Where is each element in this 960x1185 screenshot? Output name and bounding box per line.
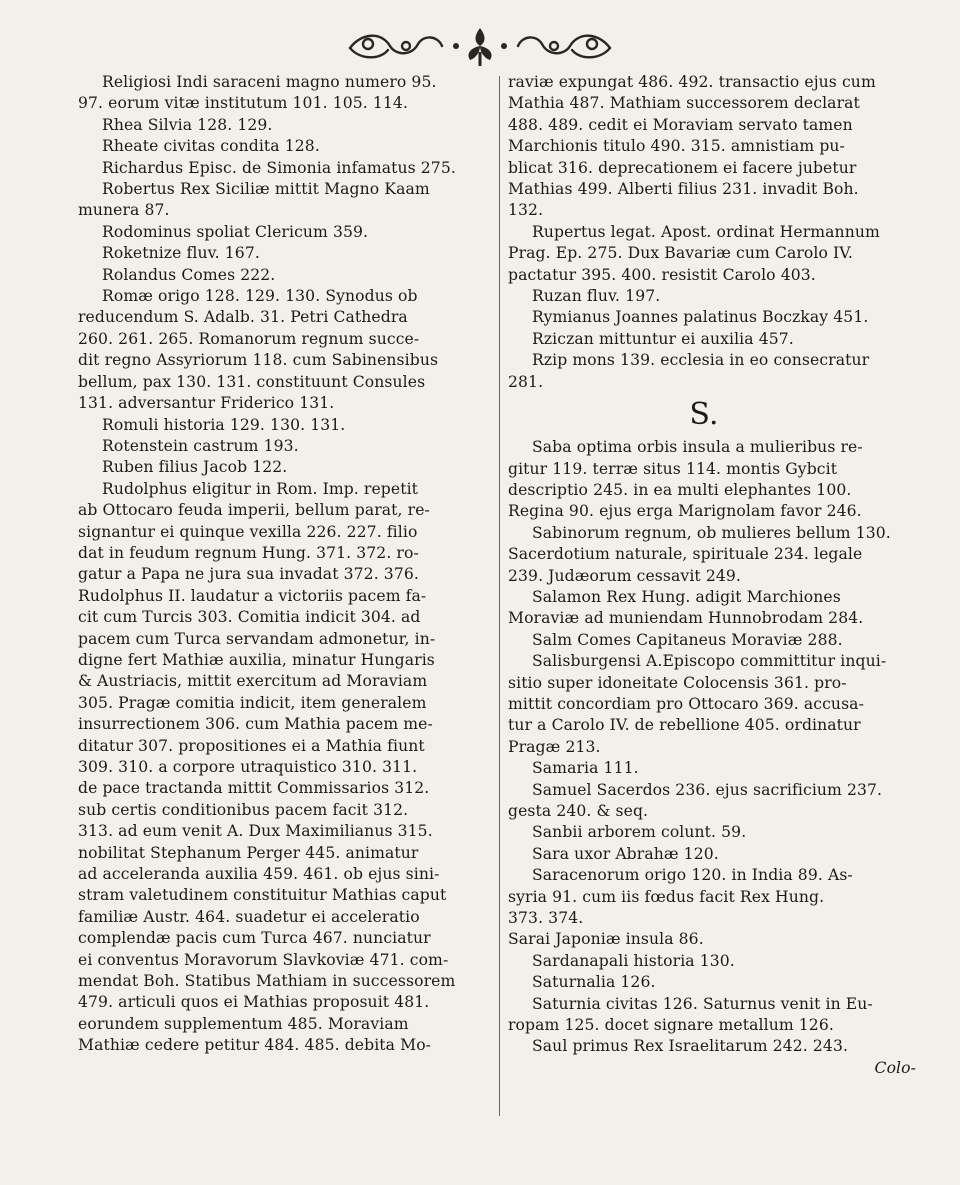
index-line: munera 87. — [78, 201, 170, 220]
index-line: Regina 90. ejus erga Marignolam favor 246. — [508, 502, 862, 521]
index-line: Richardus Episc. de Simonia infamatus 275. — [102, 158, 456, 177]
index-line: Ruzan fluv. 197. — [532, 287, 661, 306]
index-line: Saul primus Rex Israelitarum 242. 243. — [532, 1037, 849, 1056]
index-line: dit regno Assyriorum 118. cum Sabinensibus — [78, 351, 439, 370]
index-line: 260. 261. 265. Romanorum regnum succe- — [78, 329, 420, 348]
index-line: Sabinorum regnum, ob mulieres bellum 130. — [532, 523, 891, 542]
index-line: pacem cum Turca servandam admonetur, in- — [78, 629, 436, 648]
index-line: Rodominus spoliat Clericum 359. — [102, 222, 369, 241]
left-column — [78, 72, 496, 1057]
index-line: Rziczan mittuntur ei auxilia 457. — [532, 329, 794, 348]
index-line: 373. 374. — [508, 909, 584, 928]
index-line: Prag. Ep. 275. Dux Bavariæ cum Carolo IV. — [508, 244, 853, 263]
right-column — [508, 72, 920, 1079]
index-line: 132. — [508, 201, 544, 220]
index-line: ad acceleranda auxilia 459. 461. ob ejus sini- — [78, 865, 440, 884]
index-line: insurrectionem 306. cum Mathia pacem me- — [78, 715, 433, 734]
index-line: 281. — [508, 372, 544, 391]
index-line: Salm Comes Capitaneus Moraviæ 288. — [532, 630, 843, 649]
index-line: stram valetudinem constituitur Mathias caput — [78, 886, 447, 905]
column-divider — [499, 76, 500, 1116]
index-line: raviæ expungat 486. 492. transactio ejus cum — [508, 73, 876, 91]
index-line: complendæ pacis cum Turca 467. nunciatur — [78, 929, 431, 948]
index-line: ditatur 307. propositiones ei a Mathia fiunt — [78, 736, 425, 755]
index-line: Saracenorum origo 120. in India 89. As- — [532, 866, 853, 885]
index-line: Pragæ 213. — [508, 737, 601, 756]
index-line: Rudolphus eligitur in Rom. Imp. repetit — [102, 479, 419, 498]
index-line: gatur a Papa ne jura sua invadat 372. 376. — [78, 565, 419, 584]
index-line: Roketnize fluv. 167. — [102, 244, 260, 263]
index-line: Mathias 499. Alberti filius 231. invadit Boh. — [508, 180, 859, 199]
index-line: Romuli historia 129. 130. 131. — [102, 415, 346, 434]
index-line: mendat Boh. Statibus Mathiam in successorem — [78, 972, 456, 991]
index-line: dat in feudum regnum Hung. 371. 372. ro- — [78, 543, 419, 562]
index-line: & Austriacis, mittit exercitum ad Moraviam — [78, 672, 428, 691]
index-line: Mathiæ cedere petitur 484. 485. debita Mo- — [78, 1036, 432, 1055]
index-line: Rheate civitas condita 128. — [102, 137, 320, 156]
index-line: pactatur 395. 400. resistit Carolo 403. — [508, 265, 816, 284]
index-line: 313. ad eum venit A. Dux Maximilianus 315. — [78, 822, 433, 841]
index-line: Sarai Japoniæ insula 86. — [508, 930, 704, 949]
index-line: Saba optima orbis insula a mulieribus re- — [532, 438, 863, 457]
index-line: blicat 316. deprecationem ei facere jubetur — [508, 158, 857, 177]
index-line: digne fert Mathiæ auxilia, minatur Hungaris — [78, 650, 435, 669]
index-line: Rupertus legat. Apost. ordinat Hermannum — [532, 222, 880, 241]
index-line: cit cum Turcis 303. Comitia indicit 304. ad — [78, 608, 421, 627]
index-line: gesta 240. & seq. — [508, 802, 649, 820]
index-line: ropam 125. docet signare metallum 126. — [508, 1016, 834, 1035]
index-line: Romæ origo 128. 129. 130. Synodus ob — [102, 287, 418, 306]
index-line: Salisburgensi A.Episcopo committitur inqui- — [532, 652, 887, 671]
index-line: descriptio 245. in ea multi elephantes 100. — [508, 480, 852, 499]
index-line: syria 91. cum iis fœdus facit Rex Hung. — [508, 887, 825, 906]
index-line: Saturnalia 126. — [532, 973, 656, 992]
index-line: Rotenstein castrum 193. — [102, 436, 299, 455]
index-line: 239. Judæorum cessavit 249. — [508, 566, 741, 585]
index-line: reducendum S. Adalb. 31. Petri Cathedra — [78, 308, 408, 327]
index-line: Mathia 487. Mathiam successorem declarat — [508, 94, 860, 113]
index-line: Rolandus Comes 222. — [102, 265, 276, 284]
index-line: familiæ Austr. 464. suadetur ei acceleratio — [78, 907, 420, 926]
index-line: bellum, pax 130. 131. constituunt Consules — [78, 372, 426, 391]
index-line: Marchionis titulo 490. 315. amnistiam pu- — [508, 137, 845, 156]
index-line: Moraviæ ad muniendam Hunnobrodam 284. — [508, 609, 864, 628]
index-line: 488. 489. cedit ei Moraviam servato tamen — [508, 115, 853, 134]
index-line: Rudolphus II. laudatur a victoriis pacem fa- — [78, 586, 427, 605]
catchword: Colo- — [874, 1058, 916, 1077]
index-line: Saturnia civitas 126. Saturnus venit in Eu- — [532, 994, 873, 1013]
index-line: Ruben filius Jacob 122. — [102, 458, 288, 477]
index-line: ei conventus Moravorum Slavkoviæ 471. com- — [78, 950, 449, 969]
index-line: gitur 119. terræ situs 114. montis Gybcit — [508, 459, 838, 478]
index-line: Samuel Sacerdos 236. ejus sacrificium 237. — [532, 780, 883, 799]
index-line: Rhea Silvia 128. 129. — [102, 115, 273, 134]
index-line: 131. adversantur Friderico 131. — [78, 394, 335, 413]
index-line: Rzip mons 139. ecclesia in eo consecratur — [532, 351, 870, 370]
index-line: 305. Pragæ comitia indicit, item generalem — [78, 693, 427, 712]
index-line: 97. eorum vitæ institutum 101. 105. 114. — [78, 94, 409, 113]
index-line: Sacerdotium naturale, spirituale 234. legale — [508, 545, 863, 564]
index-line: eorundem supplementum 485. Moraviam — [78, 1014, 409, 1033]
header-ornament — [330, 22, 630, 70]
index-line: tur a Carolo IV. de rebellione 405. ordinatur — [508, 716, 861, 735]
index-line: 309. 310. a corpore utraquistico 310. 311. — [78, 758, 418, 776]
index-line: 479. articuli quos ei Mathias proposuit 481. — [78, 993, 430, 1012]
index-line: Salamon Rex Hung. adigit Marchiones — [532, 587, 841, 606]
index-line: sub certis conditionibus pacem facit 312. — [78, 800, 409, 819]
index-line: ab Ottocaro feuda imperii, bellum parat, re- — [78, 501, 430, 520]
index-line: Religiosi Indi saraceni magno numero 95. — [102, 73, 437, 91]
index-line: signantur ei quinque vexilla 226. 227. filio — [78, 522, 418, 541]
index-line: Rymianus Joannes palatinus Boczkay 451. — [532, 308, 869, 327]
section-letter-heading: S. — [689, 397, 719, 433]
index-line: nobilitat Stephanum Perger 445. animatur — [78, 843, 419, 862]
index-line: de pace tractanda mittit Commissarios 312. — [78, 779, 430, 798]
index-line: Sanbii arborem colunt. 59. — [532, 823, 747, 842]
index-line: Samaria 111. — [532, 759, 639, 778]
index-line: Sardanapali historia 130. — [532, 951, 735, 970]
index-line: Sara uxor Abrahæ 120. — [532, 844, 719, 863]
index-line: mittit concordiam pro Ottocaro 369. accusa- — [508, 694, 864, 713]
index-line: sitio super idoneitate Colocensis 361. pro- — [508, 673, 847, 692]
index-line: Robertus Rex Siciliæ mittit Magno Kaam — [102, 180, 430, 199]
